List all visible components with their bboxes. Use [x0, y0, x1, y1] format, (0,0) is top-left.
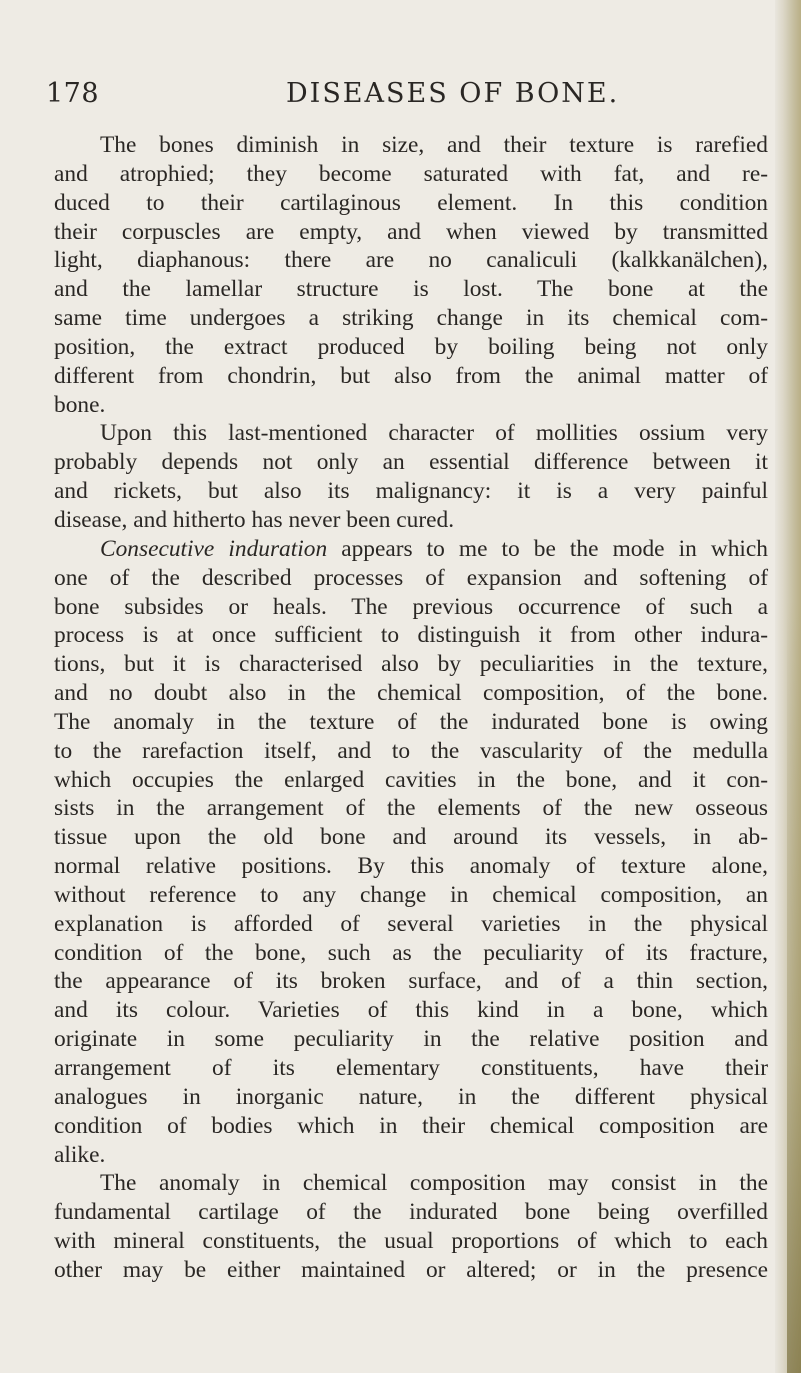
text-line: same time undergoes a striking change in its chemical com-: [54, 305, 768, 332]
text-line: condition of the bone, such as the peculiarity of its fracture,: [54, 939, 768, 966]
text-line: one of the described processes of expansion and softening of: [54, 564, 768, 591]
running-title: DISEASES OF BONE.: [286, 78, 620, 109]
text-line: explanation is afforded of several varieties in the physical: [54, 910, 768, 937]
text-line: and no doubt also in the chemical composition, of the bone.: [54, 680, 768, 707]
running-head: [46, 78, 766, 122]
text-line: duced to their cartilaginous element. In this condition: [54, 189, 768, 216]
text-line: and rickets, but also its malignancy: it is a very painful: [54, 478, 768, 505]
text-line: position, the extract produced by boiling being not only: [54, 333, 768, 360]
text-line: tions, but it is characterised also by peculiarities in the texture,: [54, 651, 768, 678]
text-line: analogues in inorganic nature, in the different physical: [54, 1083, 768, 1110]
page-edge-shadow: [787, 600, 801, 1373]
text-line: which occupies the enlarged cavities in the bone, and it con-: [54, 766, 768, 793]
text-line: The bones diminish in size, and their texture is rarefied: [100, 132, 768, 158]
text-line: fundamental cartilage of the indurated bone being overfilled: [54, 1199, 768, 1226]
text-line: originate in some peculiarity in the relative position and: [54, 1026, 768, 1053]
page-number: 178: [46, 78, 100, 109]
text-line: alike.: [54, 1141, 106, 1168]
text-line: and the lamellar structure is lost. The bone at the: [54, 276, 768, 303]
text-line: tissue upon the old bone and around its vessels, in ab-: [54, 824, 768, 851]
text-line: Upon this last-mentioned character of mollities ossium very: [100, 420, 768, 447]
text-line: arrangement of its elementary constituents, have their: [54, 1055, 768, 1081]
text-line: light, diaphanous: there are no canaliculi (kalkkanälchen),: [54, 247, 768, 274]
text-line: to the rarefaction itself, and to the vascularity of the medulla: [54, 737, 768, 764]
text-line: The anomaly in chemical composition may consist in the: [100, 1170, 768, 1197]
text-line: other may be either maintained or altered; or in the presence: [54, 1256, 768, 1283]
text-line: and its colour. Varieties of this kind in a bone, which: [54, 997, 768, 1024]
text-line: condition of bodies which in their chemical composition are: [54, 1112, 768, 1139]
text-line: probably depends not only an essential difference between it: [54, 449, 768, 476]
text-line: their corpuscles are empty, and when viewed by transmitted: [54, 218, 768, 245]
text-line: bone subsides or heals. The previous occurrence of such a: [54, 593, 768, 620]
text-line-rest: appears to me to be the mode in which: [327, 535, 768, 562]
text-line: normal relative positions. By this anomaly of texture alone,: [54, 853, 768, 880]
text-line: with mineral constituents, the usual proportions of which to each: [54, 1228, 768, 1255]
text-line: sists in the arrangement of the elements of the new osseous: [54, 795, 768, 822]
text-line: disease, and hitherto has never been cured.: [54, 506, 455, 533]
text-line: without reference to any change in chemical composition, an: [54, 881, 768, 908]
text-line: bone.: [54, 391, 106, 418]
italic-term: Consecutive induration: [100, 535, 328, 562]
text-line: and atrophied; they become saturated with fat, and re-: [54, 160, 768, 187]
text-line-with-italic-lead: [54, 535, 768, 564]
body-text: [54, 131, 768, 1285]
text-line: different from chondrin, but also from the animal matter of: [54, 362, 768, 389]
text-line: the appearance of its broken surface, and of a thin section,: [54, 968, 768, 995]
text-line: The anomaly in the texture of the indurated bone is owing: [54, 708, 768, 735]
text-line: process is at once sufficient to distinguish it from other indura-: [54, 622, 768, 649]
